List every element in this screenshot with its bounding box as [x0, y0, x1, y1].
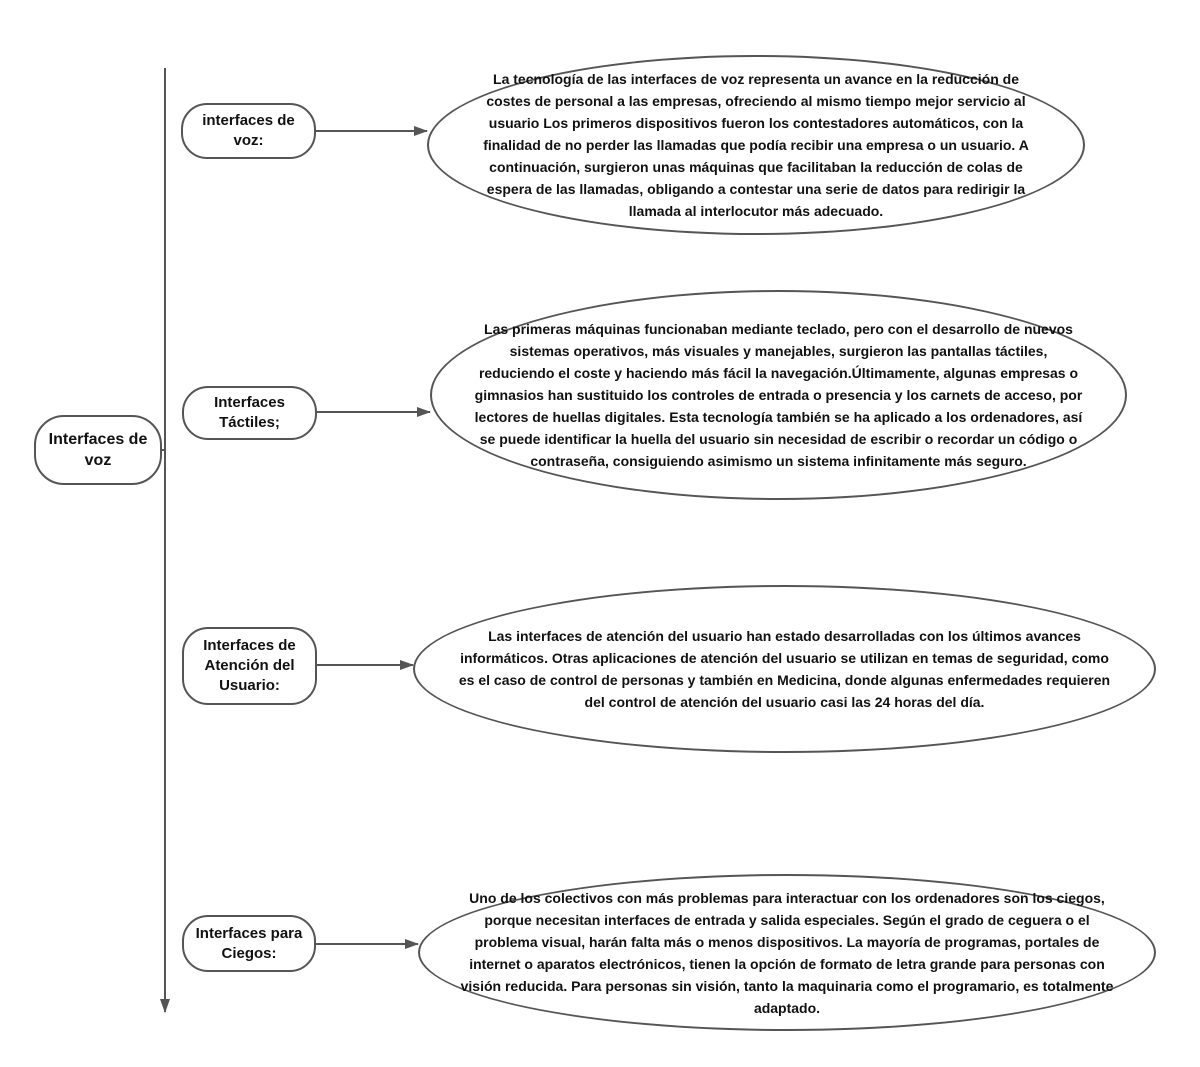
- branch-label-ciegos: Interfaces para Ciegos:: [182, 915, 316, 972]
- description-text: La tecnología de las interfaces de voz representa un avance en la reducción de costes de personal a las empresas, ofreciendo al mismo tiempo mejor servicio al usuario Los primeros dispositivos fueron los contestadores automáticos, con la finalidad de no perder las llamadas que podía recibir una empresa o un usuario. A continuación, surgieron unas máquinas que facilitaban la reducción de colas de espera de las llamadas, obligando a contestar una serie de datos para redirigir la llamada al interlocutor más adecuado.: [483, 71, 1029, 219]
- description-text: Las interfaces de atención del usuario han estado desarrolladas con los últimos avances informáticos. Otras aplicaciones de atención del usuario se utilizan en temas de seguridad, como es el caso de control de personas y también en Medicina, donde algunas enfermedades requieren del control de atención del usuario casi las 24 horas del día.: [458, 628, 1111, 710]
- description-text: Las primeras máquinas funcionaban mediante teclado, pero con el desarrollo de nuevos sistemas operativos, más visuales y manejables, surgieron las pantallas táctiles, reduciendo el coste y haciendo más fácil la navegación.Últimamente, algunas empresas o gimnasios han sustituido los controles de entrada o presencia y los carnets de acceso, por lectores de huellas digitales. Esta tecnología también se ha aplicado a los ordenadores, así se puede identificar la huella del usuario sin necesidad de escribir o recordar un código o contraseña, consiguiendo asimismo un sistema infinitamente más seguro.: [474, 321, 1083, 469]
- branch-label-tactiles: Interfaces Táctiles;: [182, 386, 317, 440]
- description-text: Uno de los colectivos con más problemas para interactuar con los ordenadores son los ciegos, porque necesitan interfaces de entrada y salida especiales. Según el grado de ceguera o el problema visual, harán falta más o menos dispositivos. La mayoría de programas, portales de internet o aparatos electrónicos, tienen la opción de formato de letra grande para personas con visión reducida. Para personas sin visión, tanto la maquinaria como el programario, es totalmente adaptado.: [460, 889, 1114, 1016]
- branch-description-voz: [427, 55, 1085, 235]
- branch-description-atencion: [413, 585, 1156, 753]
- branch-description-tactiles: [430, 290, 1127, 500]
- branch-label-voz: interfaces de voz:: [181, 103, 316, 159]
- branch-label-atencion: Interfaces de Atención del Usuario:: [182, 627, 317, 705]
- branch-description-ciegos: [418, 874, 1156, 1031]
- root-node: Interfaces de voz: [34, 415, 162, 485]
